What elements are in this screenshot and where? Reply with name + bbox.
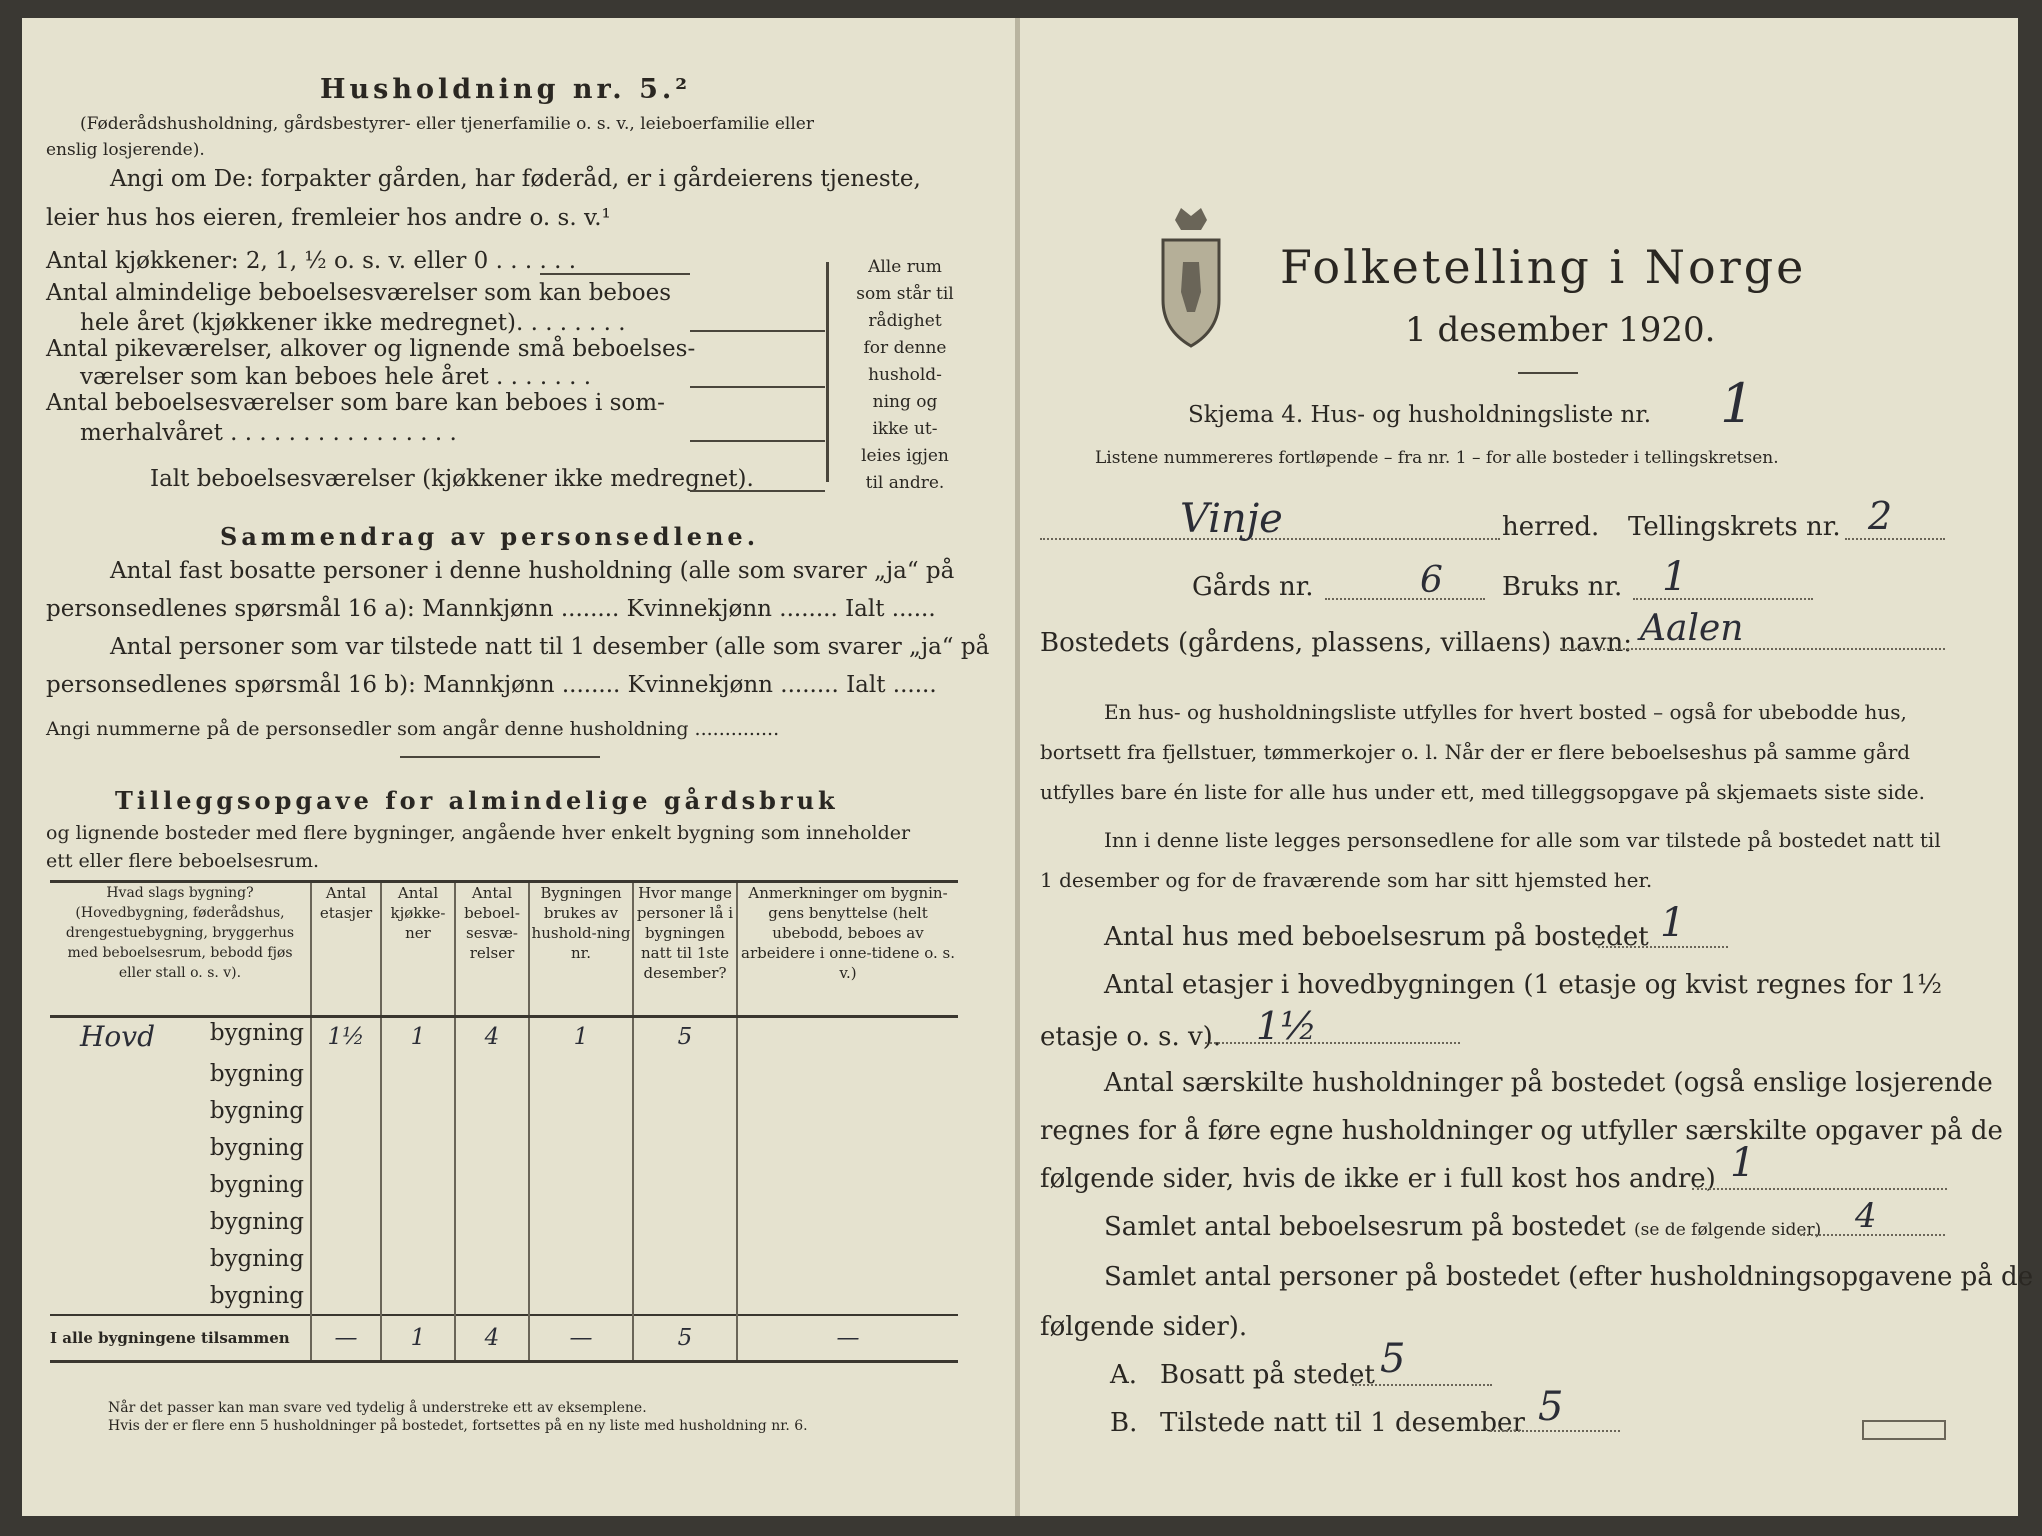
- households-value: 1: [1730, 1140, 1756, 1186]
- summer-rooms-answer-line: [690, 440, 825, 442]
- instruction-2b: 1 desember og for de fraværende som har sitt hjemsted her.: [1040, 868, 1653, 892]
- table-row: [50, 1092, 958, 1129]
- household-cell: 1: [529, 1017, 633, 1056]
- kitchens-cell: 1: [381, 1017, 455, 1056]
- bracket: [826, 262, 849, 482]
- printer-stamp-icon: [1862, 1420, 1946, 1440]
- houses-line: [1598, 946, 1728, 948]
- table-row: [50, 1203, 958, 1240]
- small-rooms-label-2: værelser som kan beboes hele året . . . . . . .: [80, 364, 592, 390]
- households-label-2: regnes for å føre egne husholdninger og utfyller særskilte opgaver på de: [1040, 1116, 2003, 1146]
- present-letter: B.: [1110, 1408, 1138, 1438]
- floors-value: 1½: [1256, 1004, 1318, 1048]
- total-rooms-label: Ialt beboelsesværelser (kjøkkener ikke medregnet).: [150, 466, 754, 492]
- household-intro: (Føderådshusholdning, gårdsbestyrer- eller tjenerfamilie o. s. v., leieboerfamilie eller: [80, 114, 814, 134]
- building-suffix: bygning: [209, 1020, 304, 1046]
- district-value: 2: [1868, 494, 1893, 538]
- coat-of-arms-icon: [1155, 200, 1227, 350]
- place-name-line: [1560, 648, 1945, 650]
- persons-label-1: Samlet antal personer på bostedet (efter husholdningsopgavene på de: [1104, 1262, 2034, 1292]
- total-rooms-answer-line: [690, 490, 825, 492]
- col-building-type: Hvad slags bygning? (Hovedbygning, føderådshus, drengestuebygning, bryggerhus med beboelsesrum, bebodd fjøs eller stall o. s. v).: [50, 882, 311, 1017]
- total-rooms-value: 4: [1855, 1196, 1877, 1236]
- building-suffix: bygning: [209, 1171, 304, 1198]
- footnote-2: Hvis der er flere enn 5 husholdninger på bostedet, fortsettes på en ny liste med husholdning nr. 6.: [108, 1418, 808, 1434]
- summer-rooms-label-1: Antal beboelsesværelser som bare kan beboes i som-: [46, 390, 665, 416]
- title-divider: [1518, 372, 1578, 374]
- houses-value: 1: [1660, 900, 1686, 946]
- floors-cell: 1½: [311, 1017, 381, 1056]
- side-note-line: Alle rum: [868, 257, 942, 277]
- households-line: [1692, 1188, 1947, 1190]
- holding-number-value: 1: [1662, 554, 1688, 600]
- holding-number-label: Bruks nr.: [1502, 572, 1623, 602]
- table-row: [50, 1277, 958, 1315]
- side-note-line: for denne: [863, 338, 947, 358]
- summer-rooms-label-2: merhalvåret . . . . . . . . . . . . . . . .: [80, 420, 457, 446]
- present-label: Tilstede natt til 1 desember: [1160, 1408, 1525, 1438]
- census-title: Folketelling i Norge: [1280, 240, 1807, 294]
- total-kitchens: 1: [381, 1315, 455, 1362]
- schema-label: Skjema 4. Hus- og husholdningsliste nr.: [1188, 402, 1652, 428]
- municipality-label: herred.: [1502, 512, 1600, 542]
- total-rooms-note: (se de følgende sider): [1633, 1220, 1822, 1240]
- instruction-1a: En hus- og husholdningsliste utfylles for hvert bosted – også for ubebodde hus,: [1104, 700, 1907, 724]
- farm-number-value: 6: [1420, 560, 1443, 601]
- summary-line-1: Antal fast bosatte personer i denne husholdning (alle som svarer „ja“ på: [110, 558, 955, 584]
- persons-label-2: følgende sider).: [1040, 1312, 1248, 1342]
- present-line: [1490, 1430, 1620, 1432]
- total-rooms-label: [1104, 1212, 1821, 1242]
- resident-label: Bosatt på stedet: [1160, 1360, 1375, 1390]
- table-row: [50, 1017, 958, 1056]
- angi-line-1: Angi om De: forpakter gården, har føderåd, er i gårdeierens tjeneste,: [110, 166, 921, 192]
- floors-label-1: Antal etasjer i hovedbygningen (1 etasje og kvist regnes for 1½: [1104, 970, 1943, 1000]
- place-name-value: Aalen: [1640, 608, 1744, 649]
- building-cell: [50, 1017, 311, 1056]
- houses-label: Antal hus med beboelsesrum på bostedet: [1104, 922, 1649, 952]
- instruction-1c: utfylles bare én liste for alle hus under ett, med tilleggsopgave på skjemaets siste side.: [1040, 780, 1925, 804]
- building-suffix: bygning: [209, 1060, 304, 1087]
- households-label-3: følgende sider, hvis de ikke er i full kost hos andre): [1040, 1164, 1716, 1194]
- numbering-note: Listene nummereres fortløpende – fra nr. 1 – for alle bosteder i tellingskretsen.: [1095, 448, 1779, 468]
- col-persons: Hvor mange personer lå i bygningen natt til 1ste desember?: [633, 882, 737, 1017]
- summary-line-3: Antal personer som var tilstede natt til 1 desember (alle som svarer „ja“ på: [110, 634, 990, 660]
- summary-divider: [400, 756, 600, 758]
- table-row: [50, 1166, 958, 1203]
- schema-value: 1: [1720, 372, 1755, 435]
- instruction-1b: bortsett fra fjellstuer, tømmerkojer o. l. Når der er flere beboelseshus på samme gård: [1040, 740, 1911, 764]
- summary-title: Sammendrag av personsedlene.: [220, 522, 760, 551]
- total-rooms-text: Samlet antal beboelsesrum på bostedet: [1104, 1212, 1626, 1242]
- col-floors: Antal etasjer: [311, 882, 381, 1017]
- building-suffix: bygning: [209, 1097, 304, 1124]
- side-note: [855, 254, 955, 497]
- floors-label-2: etasje o. s. v).: [1040, 1022, 1222, 1052]
- total-household: —: [529, 1315, 633, 1362]
- col-kitchens: Antal kjøkke-ner: [381, 882, 455, 1017]
- supplement-title: Tilleggsopgave for almindelige gårdsbruk: [115, 786, 839, 815]
- small-rooms-label-1: Antal pikeværelser, alkover og lignende små beboelses-: [46, 336, 696, 362]
- district-label: Tellingskrets nr.: [1628, 512, 1841, 542]
- total-remarks: —: [737, 1315, 958, 1362]
- footnote-1: Når det passer kan man svare ved tydelig å understreke ett av eksemplene.: [108, 1400, 647, 1416]
- total-rooms: 4: [455, 1315, 529, 1362]
- kitchens-answer-line: [540, 273, 690, 275]
- total-label: I alle bygningene tilsammen: [50, 1315, 311, 1362]
- instruction-2a: Inn i denne liste legges personsedlene for alle som var tilstede på bostedet natt til: [1104, 828, 1941, 852]
- floors-line: [1205, 1042, 1460, 1044]
- farm-number-line: [1325, 598, 1485, 600]
- angi-line-2: leier hus hos eieren, fremleier hos andre o. s. v.¹: [46, 205, 611, 231]
- resident-line: [1352, 1384, 1492, 1386]
- kitchens-label: Antal kjøkkener: 2, 1, ½ o. s. v. eller 0 . . . . . .: [46, 248, 577, 274]
- side-note-line: til andre.: [865, 473, 945, 493]
- small-rooms-answer-line: [690, 386, 825, 388]
- total-row: [50, 1315, 958, 1362]
- place-name-label: Bostedets (gårdens, plassens, villaens) navn:: [1040, 628, 1632, 658]
- side-note-line: som står til: [856, 284, 954, 304]
- side-note-line: ning og: [872, 392, 938, 412]
- col-rooms: Antal beboel-sesvæ-relser: [455, 882, 529, 1017]
- resident-letter: A.: [1110, 1360, 1138, 1390]
- side-note-line: ikke ut-: [872, 419, 938, 439]
- side-note-line: hushold-: [868, 365, 942, 385]
- buildings-table: [50, 880, 958, 1363]
- resident-value: 5: [1380, 1336, 1406, 1382]
- census-date: 1 desember 1920.: [1405, 310, 1716, 350]
- remarks-cell: [737, 1017, 958, 1056]
- page-fold: [1015, 18, 1020, 1516]
- supplement-text-1: og lignende bosteder med flere bygninger, angående hver enkelt bygning som inneholder: [46, 822, 911, 844]
- municipality-value: Vinje: [1180, 496, 1283, 542]
- rooms-label-2: hele året (kjøkkener ikke medregnet). . . . . . . .: [80, 310, 626, 336]
- household-intro-2: enslig losjerende).: [46, 140, 205, 160]
- rooms-cell: 4: [455, 1017, 529, 1056]
- table-row: [50, 1240, 958, 1277]
- summary-line-4: personsedlenes spørsmål 16 b): Mannkjønn ........ Kvinnekjønn ........ Ialt ......: [46, 672, 937, 698]
- col-remarks: Anmerkninger om bygnin-gens benyttelse (helt ubebodd, beboes av arbeidere i onne-tidene o. s. v.): [737, 882, 958, 1017]
- persons-cell: 5: [633, 1017, 737, 1056]
- building-name: Hovd: [80, 1020, 156, 1053]
- household-title: Husholdning nr. 5.²: [320, 74, 692, 105]
- farm-number-label: Gårds nr.: [1192, 572, 1314, 602]
- building-suffix: bygning: [209, 1282, 304, 1309]
- total-persons: 5: [633, 1315, 737, 1362]
- building-suffix: bygning: [209, 1208, 304, 1235]
- building-suffix: bygning: [209, 1245, 304, 1272]
- holding-number-line: [1633, 598, 1813, 600]
- building-suffix: bygning: [209, 1134, 304, 1161]
- col-household: Bygningen brukes av hushold-ning nr.: [529, 882, 633, 1017]
- households-label-1: Antal særskilte husholdninger på bostedet (også enslige losjerende: [1104, 1068, 1993, 1098]
- table-row: [50, 1129, 958, 1166]
- district-line: [1845, 538, 1945, 540]
- supplement-text-2: ett eller flere beboelsesrum.: [46, 850, 320, 872]
- summary-line-2: personsedlenes spørsmål 16 a): Mannkjønn ........ Kvinnekjønn ........ Ialt ......: [46, 596, 936, 622]
- total-floors: —: [311, 1315, 381, 1362]
- present-value: 5: [1538, 1384, 1564, 1430]
- table-row: [50, 1055, 958, 1092]
- numbers-line: Angi nummerne på de personsedler som angår denne husholdning ..............: [46, 718, 780, 740]
- side-note-line: leies igjen: [861, 446, 949, 466]
- rooms-answer-line: [690, 330, 825, 332]
- side-note-line: rådighet: [868, 311, 942, 331]
- rooms-label-1: Antal almindelige beboelsesværelser som kan beboes: [46, 280, 672, 306]
